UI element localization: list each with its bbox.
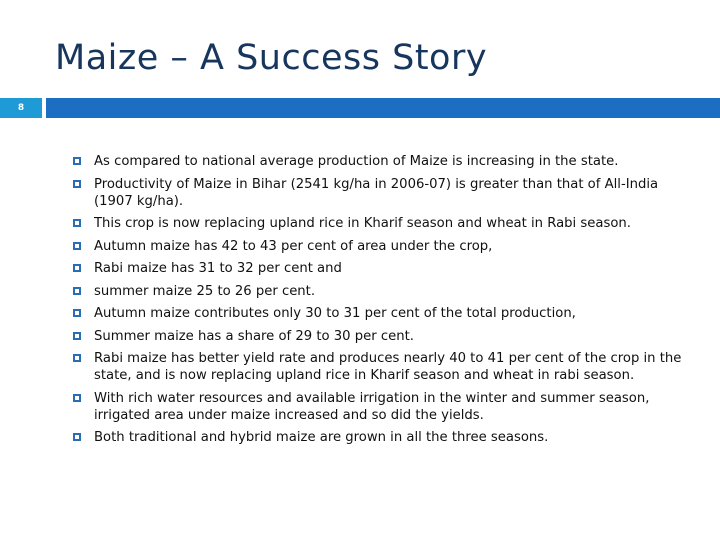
square-bullet-icon [73,433,81,441]
list-item [72,390,682,424]
slide-title: Maize – A Success Story [55,38,488,78]
square-bullet-icon [73,309,81,317]
square-bullet-icon [73,264,81,272]
square-bullet-icon [73,287,81,295]
bullet-text: Both traditional and hybrid maize are grown in all the three seasons. [94,430,549,445]
bullet-text: This crop is now replacing upland rice in Kharif season and wheat in Rabi season. [94,216,631,231]
list-item [72,429,682,446]
list-item [72,305,682,322]
square-bullet-icon [73,394,81,402]
list-item [72,328,682,345]
bullet-text: Summer maize has a share of 29 to 30 per cent. [94,328,414,344]
list-item [72,153,682,170]
list-item [72,260,682,277]
bullet-text: Autumn maize has 42 to 43 per cent of area under the crop, [94,238,493,254]
bullet-text: Rabi maize has 31 to 32 per cent and [94,261,342,276]
bullet-text: Autumn maize contributes only 30 to 31 per cent of the total production, [94,306,576,321]
header-bar [46,98,720,118]
square-bullet-icon [73,242,81,250]
square-bullet-icon [73,354,81,362]
bullet-text: With rich water resources and available irrigation in the winter and summer season, irrigated area under maize increased and so did the yields. [94,390,650,423]
list-item [72,283,682,300]
bullet-text: As compared to national average production of Maize is increasing in the state. [94,154,619,169]
square-bullet-icon [73,332,81,340]
square-bullet-icon [73,157,81,165]
bullet-text: Productivity of Maize in Bihar (2541 kg/ha in 2006-07) is greater than that of All-India (1907 kg/ha). [94,176,659,209]
list-item [72,238,682,255]
bullet-text: Rabi maize has better yield rate and produces nearly 40 to 41 per cent of the crop in the state, and is now replacing upland rice in Kharif season and wheat in rabi season. [94,351,682,383]
list-item [72,350,682,384]
bullet-list [72,153,682,452]
list-item [72,215,682,232]
slide-number: 8 [0,98,42,118]
square-bullet-icon [73,180,81,188]
list-item [72,176,682,210]
bullet-text: summer maize 25 to 26 per cent. [94,283,316,299]
square-bullet-icon [73,219,81,227]
